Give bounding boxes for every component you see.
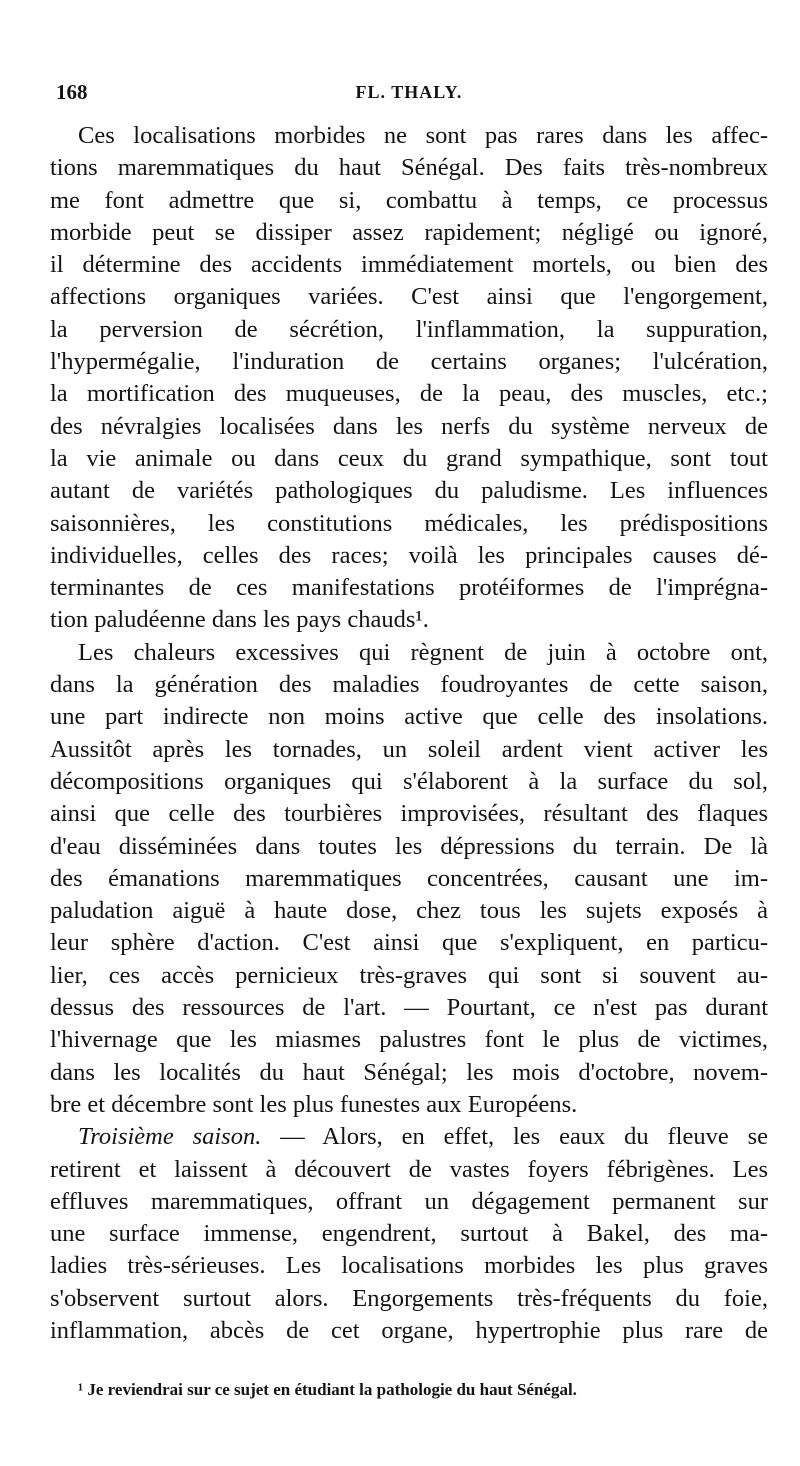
text-line: [50, 411, 768, 443]
text-line: [50, 475, 768, 507]
text-line: [50, 1089, 768, 1121]
text-line: [50, 1024, 768, 1056]
line-text: lier, ces accès pernicieux très-graves qui sont si souvent au-: [50, 961, 768, 989]
text-line: [50, 1121, 768, 1153]
page-number: 168: [56, 80, 88, 104]
line-text: d'eau disséminées dans toutes les dépressions du terrain. De là: [50, 832, 768, 860]
text-line: [50, 863, 768, 895]
italic-run: Troisième saison.: [78, 1123, 262, 1151]
line-text: dans la génération des maladies foudroyantes de cette saison,: [50, 671, 768, 699]
text-line: [50, 1186, 768, 1218]
line-text: s'observent surtout alors. Engorgements très-fréquents du foie,: [50, 1284, 768, 1312]
text-line: [50, 185, 768, 217]
line-text: terminantes de ces manifestations protéiformes de l'imprégna-: [50, 574, 768, 602]
footnote-marker: ¹: [78, 1380, 84, 1399]
text-line: [50, 992, 768, 1024]
text-line: [50, 895, 768, 927]
text-line: [50, 734, 768, 766]
line-text: affections organiques variées. C'est ainsi que l'engorgement,: [50, 283, 768, 311]
line-text: dans les localités du haut Sénégal; les mois d'octobre, novem-: [50, 1058, 768, 1086]
running-head: [52, 80, 766, 114]
line-text: Ces localisations morbides ne sont pas rares dans les affec-: [78, 122, 768, 149]
text-line: [50, 346, 768, 378]
text-line: [50, 120, 768, 152]
text-line: [50, 1154, 768, 1186]
line-text: paludation aiguë à haute dose, chez tous les sujets exposés à: [50, 897, 768, 925]
text-line: [50, 540, 768, 572]
footnote-text: Je reviendrai sur ce sujet en étudiant la pathologie du haut Sénégal.: [83, 1380, 577, 1399]
line-text: me font admettre que si, combattu à temps, ce processus: [50, 186, 768, 214]
line-text: retirent et laissent à découvert de vastes foyers fébrigènes. Les: [50, 1155, 768, 1183]
line-text: tion paludéenne dans les pays chauds¹.: [50, 606, 429, 634]
text-line: [50, 217, 768, 249]
text-line: [50, 831, 768, 863]
line-text: morbide peut se dissiper assez rapidement; négligé ou ignoré,: [50, 218, 768, 246]
text-line: [50, 152, 768, 184]
line-text: Les chaleurs excessives qui règnent de juin à octobre ont,: [78, 638, 768, 666]
line-text: décompositions organiques qui s'élaborent à la surface du sol,: [50, 767, 768, 795]
text-line: [50, 701, 768, 733]
line-text: ladies très-sérieuses. Les localisations morbides les plus graves: [50, 1252, 768, 1280]
text-line: [50, 637, 768, 669]
line-text: une part indirecte non moins active que celle des insolations.: [50, 703, 768, 731]
text-line: [50, 572, 768, 604]
text-line: [50, 281, 768, 313]
text-line: [50, 927, 768, 959]
line-text: leur sphère d'action. C'est ainsi que s'expliquent, en particu-: [50, 929, 768, 957]
line-text: bre et décembre sont les plus funestes aux Européens.: [50, 1090, 578, 1118]
line-text: une surface immense, engendrent, surtout à Bakel, des ma-: [50, 1220, 768, 1248]
text-line: [50, 766, 768, 798]
text-line: [50, 443, 768, 475]
line-text: il détermine des accidents immédiatement mortels, ou bien des: [50, 251, 768, 279]
text-line: [50, 249, 768, 281]
line-text: Aussitôt après les tornades, un soleil ardent vient activer les: [50, 735, 768, 763]
line-text: ainsi que celle des tourbières improvisées, résultant des flaques: [50, 800, 768, 828]
text-line: [50, 314, 768, 346]
line-text: dessus des ressources de l'art. — Pourtant, ce n'est pas durant: [50, 994, 768, 1022]
text-line: [50, 604, 768, 636]
line-text: individuelles, celles des races; voilà les principales causes dé-: [50, 541, 768, 569]
text-line: [50, 1218, 768, 1250]
line-text: la mortification des muqueuses, de la peau, des muscles, etc.;: [50, 380, 768, 408]
line-text: l'hypermégalie, l'induration de certains organes; l'ulcération,: [50, 348, 768, 376]
line-text: saisonnières, les constitutions médicales, les prédispositions: [50, 509, 768, 537]
text-line: [50, 508, 768, 540]
line-text: des névralgies localisées dans les nerfs du système nerveux de: [50, 412, 768, 440]
text-line: [50, 1057, 768, 1089]
body-text: [50, 120, 768, 1347]
line-text: la vie animale ou dans ceux du grand sympathique, sont tout: [50, 444, 768, 472]
line-text: effluves maremmatiques, offrant un dégagement permanent sur: [50, 1187, 768, 1215]
running-title: FL. THALY.: [355, 82, 463, 102]
line-text: des émanations maremmatiques concentrées, causant une im-: [50, 864, 768, 892]
line-text: tions maremmatiques du haut Sénégal. Des faits très-nombreux: [50, 154, 768, 182]
text-line: [50, 798, 768, 830]
line-text: autant de variétés pathologiques du paludisme. Les influences: [50, 477, 768, 505]
line-text: la perversion de sécrétion, l'inflammation, la suppuration,: [50, 315, 768, 343]
line-text: inflammation, abcès de cet organe, hypertrophie plus rare de: [50, 1316, 768, 1344]
text-line: [50, 669, 768, 701]
footnote: [78, 1380, 768, 1400]
text-line: [50, 1283, 768, 1315]
line-text: — Alors, en effet, les eaux du fleuve se: [261, 1123, 768, 1151]
line-text: l'hivernage que les miasmes palustres font le plus de victimes,: [50, 1026, 768, 1054]
text-line: [50, 960, 768, 992]
text-line: [50, 1315, 768, 1347]
text-line: [50, 378, 768, 410]
text-line: [50, 1250, 768, 1282]
